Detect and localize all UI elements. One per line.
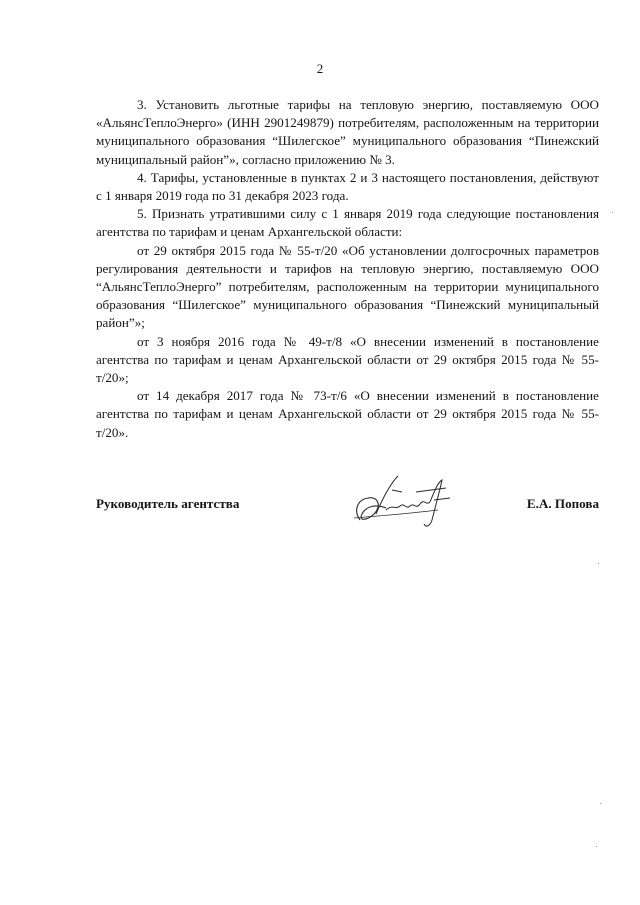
handwritten-signature [346, 470, 456, 530]
scan-speck [596, 846, 597, 847]
repealed-act-1: от 29 октября 2015 года № 55-т/20 «Об установлении долгосрочных параметров регулирования деятельности и тарифов на тепловую энергию, поставляемую ООО “АльянсТеплоЭнерго” потребителям, расположенным на территории муниципального образования “Шилегское” муниципального образования “Пинежский муниципальный район”»; [96, 242, 599, 331]
scan-speck [600, 803, 601, 804]
repealed-act-2: от 3 ноября 2016 года № 49-т/8 «О внесении изменений в постановление агентства по тарифам и ценам Архангельской области от 29 октября 2015 года № 55-т/20»; [96, 333, 599, 386]
paragraph-item-4: 4. Тарифы, установленные в пунктах 2 и 3 настоящего постановления, действуют с 1 января 2019 года по 31 декабря 2023 года. [96, 169, 599, 204]
signatory-name: Е.А. Попова [526, 496, 599, 511]
document-body [96, 96, 599, 442]
repealed-act-3: от 14 декабря 2017 года № 73-т/6 «О внесении изменений в постановление агентства по тарифам и ценам Архангельской области от 29 октября 2015 года № 55-т/20». [96, 388, 599, 440]
signatory-role: Руководитель агентства [96, 496, 240, 511]
page-number: 2 [316, 61, 324, 76]
scan-speck [612, 212, 613, 213]
paragraph-item-3: 3. Установить льготные тарифы на тепловую энергию, поставляемую ООО «АльянсТеплоЭнерго» (ИНН 2901249879) потребителям, расположенным на территории муниципального образования “Шилегское” муниципального образования “Пинежский муниципальный район”», согласно приложению № 3. [96, 97, 599, 167]
paragraph-item-5: 5. Признать утратившими силу с 1 января 2019 года следующие постановления агентства по тарифам и ценам Архангельской области: [96, 206, 599, 240]
scan-speck [598, 563, 599, 564]
signature-row [96, 470, 599, 542]
